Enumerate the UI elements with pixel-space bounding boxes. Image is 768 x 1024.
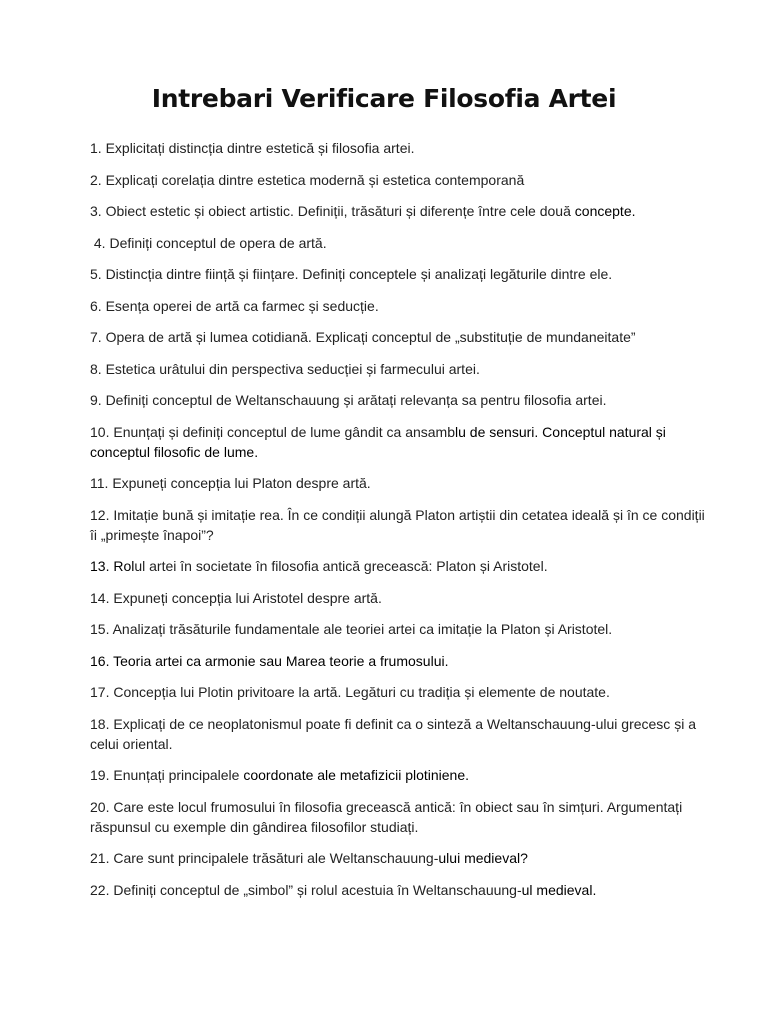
question-text-emphasis: coordonate ale metafizicii plotiniene. <box>243 767 470 783</box>
question-list <box>90 138 712 911</box>
question-text: 12. Imitație bună și imitație rea. În ce condiții alungă Platon artiștii din cetatea ideală și în ce condiții îi „primește înapoi”? <box>90 506 705 543</box>
question-item <box>90 651 712 671</box>
question-text: 2. Explicați corelația dintre estetica modernă și estetica contemporană <box>90 171 525 188</box>
question-item <box>90 619 712 639</box>
question-text: 5. Distincția dintre ființă și ființare. Definiți conceptele și analizați legăturile dintre ele. <box>90 266 613 282</box>
question-text-emphasis: concepte. <box>574 203 636 219</box>
question-item <box>90 422 712 462</box>
document-title: Intrebari Verificare Filosofia Artei <box>151 84 617 113</box>
question-item <box>90 170 712 190</box>
question-text: 6. Esența operei de artă ca farmec și seducție. <box>90 297 379 314</box>
question-item <box>90 296 712 316</box>
question-text: 17. Concepția lui Plotin privitoare la artă. Legături cu tradiția și elemente de noutate. <box>90 684 610 700</box>
question-item <box>90 233 712 253</box>
question-text: 20. Care este locul frumosului în filosofia grecească antică: în obiect sau în simțuri. Argumentați răspunsul cu exemple din gândirea filosofilor studiați. <box>90 798 683 835</box>
question-item <box>90 588 712 608</box>
question-text-emphasis: 16. Teoria artei ca armonie sau Marea teorie a frumosului. <box>90 652 449 669</box>
question-text: 21. Care sunt principalele trăsături ale Weltanschauung- <box>90 850 439 866</box>
question-item <box>90 765 712 785</box>
question-text: 22. Definiți conceptul de „simbol” și rolul acestuia în Weltanschauung- <box>90 881 522 898</box>
question-item <box>90 848 712 868</box>
question-item <box>90 327 712 347</box>
question-text: 18. Explicați de ce neoplatonismul poate fi definit ca o sinteză a Weltanschauung-ului grecesc și a celui oriental. <box>90 715 696 752</box>
question-item <box>90 138 712 158</box>
question-text: 1. Explicitați distincția dintre estetică și filosofia artei. <box>90 140 415 156</box>
question-item <box>90 359 712 379</box>
question-text: 8. Estetica urâtului din perspectiva seducției și farmecului artei. <box>90 360 480 377</box>
question-item <box>90 473 712 493</box>
question-text: 7. Opera de artă și lumea cotidiană. Explicați conceptul de „substituție de mundaneitate” <box>90 329 636 345</box>
question-item <box>90 682 712 702</box>
question-item <box>90 880 712 900</box>
question-text: 10. Enunțați și definiți conceptul de lume gândit ca ansamb <box>90 423 456 440</box>
question-text-emphasis: 13. Rol <box>90 558 135 574</box>
question-item <box>90 714 712 754</box>
question-text: 19. Enunțați principalele <box>90 767 244 783</box>
question-item <box>90 556 712 576</box>
question-item <box>90 797 712 837</box>
question-item <box>90 201 712 221</box>
question-text: 14. Expuneți concepția lui Aristotel despre artă. <box>90 589 382 606</box>
question-item <box>90 505 712 545</box>
question-text: 4. Definiți conceptul de opera de artă. <box>90 234 327 251</box>
question-item <box>90 390 712 410</box>
question-text: 15. Analizați trăsăturile fundamentale ale teoriei artei ca imitație la Platon și Aristotel. <box>90 621 613 637</box>
question-item <box>90 264 712 284</box>
question-text-emphasis: ului medieval? <box>438 850 528 866</box>
question-text: 9. Definiți conceptul de Weltanschauung și arătați relevanța sa pentru filosofia artei. <box>90 392 607 408</box>
question-text-emphasis: ul medieval. <box>521 881 597 898</box>
question-text: 3. Obiect estetic și obiect artistic. Definiții, trăsături și diferențe între cele două <box>90 203 575 219</box>
question-text: 11. Expuneți concepția lui Platon despre artă. <box>90 475 371 491</box>
question-text: ul artei în societate în filosofia antică grecească: Platon și Aristotel. <box>134 558 548 574</box>
question-text-emphasis: lu de sensuri. Conceptul natural și conceptul filosofic de lume. <box>90 423 666 460</box>
